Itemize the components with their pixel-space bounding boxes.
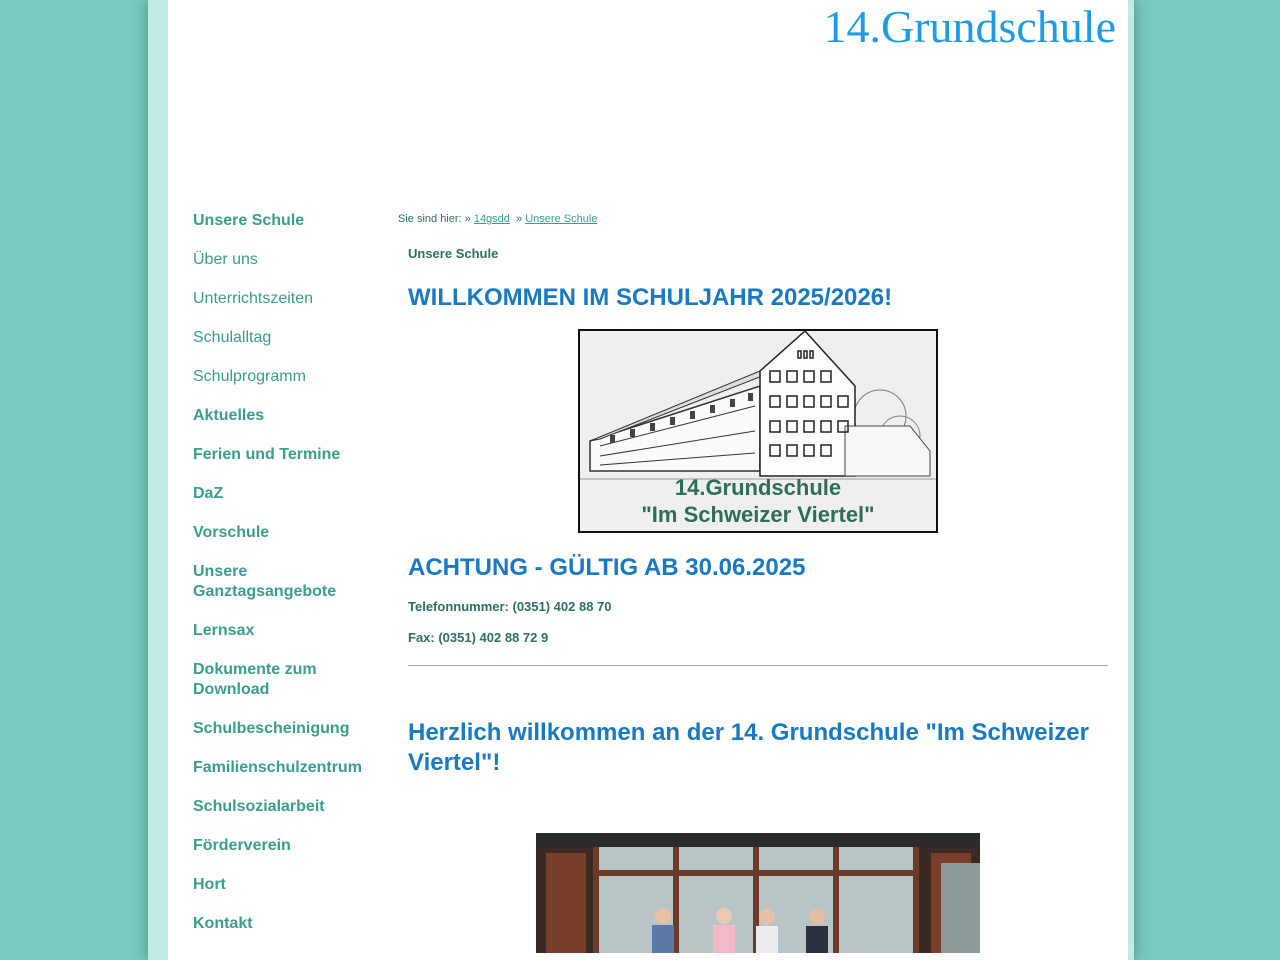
- breadcrumb-current-link[interactable]: Unsere Schule: [525, 213, 598, 225]
- site-title[interactable]: 14.Grundschule: [823, 1, 1116, 52]
- nav-item-ferien-und-termine[interactable]: Ferien und Termine: [193, 446, 341, 463]
- nav-item-ueber-uns[interactable]: Über uns: [193, 251, 258, 268]
- school-image-caption-line1: 14.Grundschule: [674, 475, 842, 500]
- students-photo: [536, 833, 980, 953]
- breadcrumb: [398, 213, 597, 225]
- nav-item-unsere-schule[interactable]: Unsere Schule: [193, 212, 305, 229]
- nav-item-vorschule[interactable]: Vorschule: [193, 524, 270, 541]
- nav-item-schulsozialarbeit[interactable]: Schulsozialarbeit: [193, 798, 325, 815]
- school-building-image: [578, 329, 938, 533]
- page-label: Unsere Schule: [408, 246, 499, 261]
- nav-item-lernsax[interactable]: Lernsax: [193, 622, 255, 639]
- school-image-caption-line2: "Im Schweizer Viertel": [641, 502, 875, 527]
- breadcrumb-prefix: Sie sind hier: »: [398, 213, 471, 225]
- nav-item-familienschulzentrum[interactable]: Familienschulzentrum: [193, 759, 362, 776]
- breadcrumb-home-link[interactable]: 14gsdd: [473, 213, 510, 225]
- fax-number: Fax: (0351) 402 88 72 9: [408, 630, 549, 645]
- page-container: [168, 0, 1128, 960]
- breadcrumb-separator: »: [516, 213, 523, 225]
- welcome-heading: WILLKOMMEN IM SCHULJAHR 2025/2026!: [408, 284, 893, 311]
- nav-item-unterrichtszeiten[interactable]: Unterrichtszeiten: [193, 290, 314, 307]
- main-navigation: [193, 211, 383, 953]
- nav-item-kontakt[interactable]: Kontakt: [193, 915, 253, 932]
- content-divider: [408, 665, 1108, 666]
- nav-item-ganztagsangebote[interactable]: Unsere Ganztagsangebote: [193, 563, 337, 600]
- nav-item-hort[interactable]: Hort: [193, 876, 226, 893]
- phone-number: Telefonnummer: (0351) 402 88 70: [408, 599, 612, 614]
- nav-item-aktuelles[interactable]: Aktuelles: [193, 407, 265, 424]
- nav-item-foerderverein[interactable]: Förderverein: [193, 837, 291, 854]
- notice-heading: ACHTUNG - GÜLTIG AB 30.06.2025: [408, 554, 806, 581]
- greeting-heading: Herzlich willkommen an der 14. Grundschule "Im Schweizer Viertel"!: [408, 719, 1089, 776]
- nav-item-schulprogramm[interactable]: Schulprogramm: [193, 368, 306, 385]
- nav-item-dokumente[interactable]: Dokumente zum Download: [193, 661, 317, 698]
- students-photo-graphic: [536, 833, 980, 953]
- nav-item-schulbescheinigung[interactable]: Schulbescheinigung: [193, 720, 350, 737]
- main-content: [408, 246, 1108, 953]
- nav-item-daz[interactable]: DaZ: [193, 485, 224, 502]
- nav-item-schulalltag[interactable]: Schulalltag: [193, 329, 272, 346]
